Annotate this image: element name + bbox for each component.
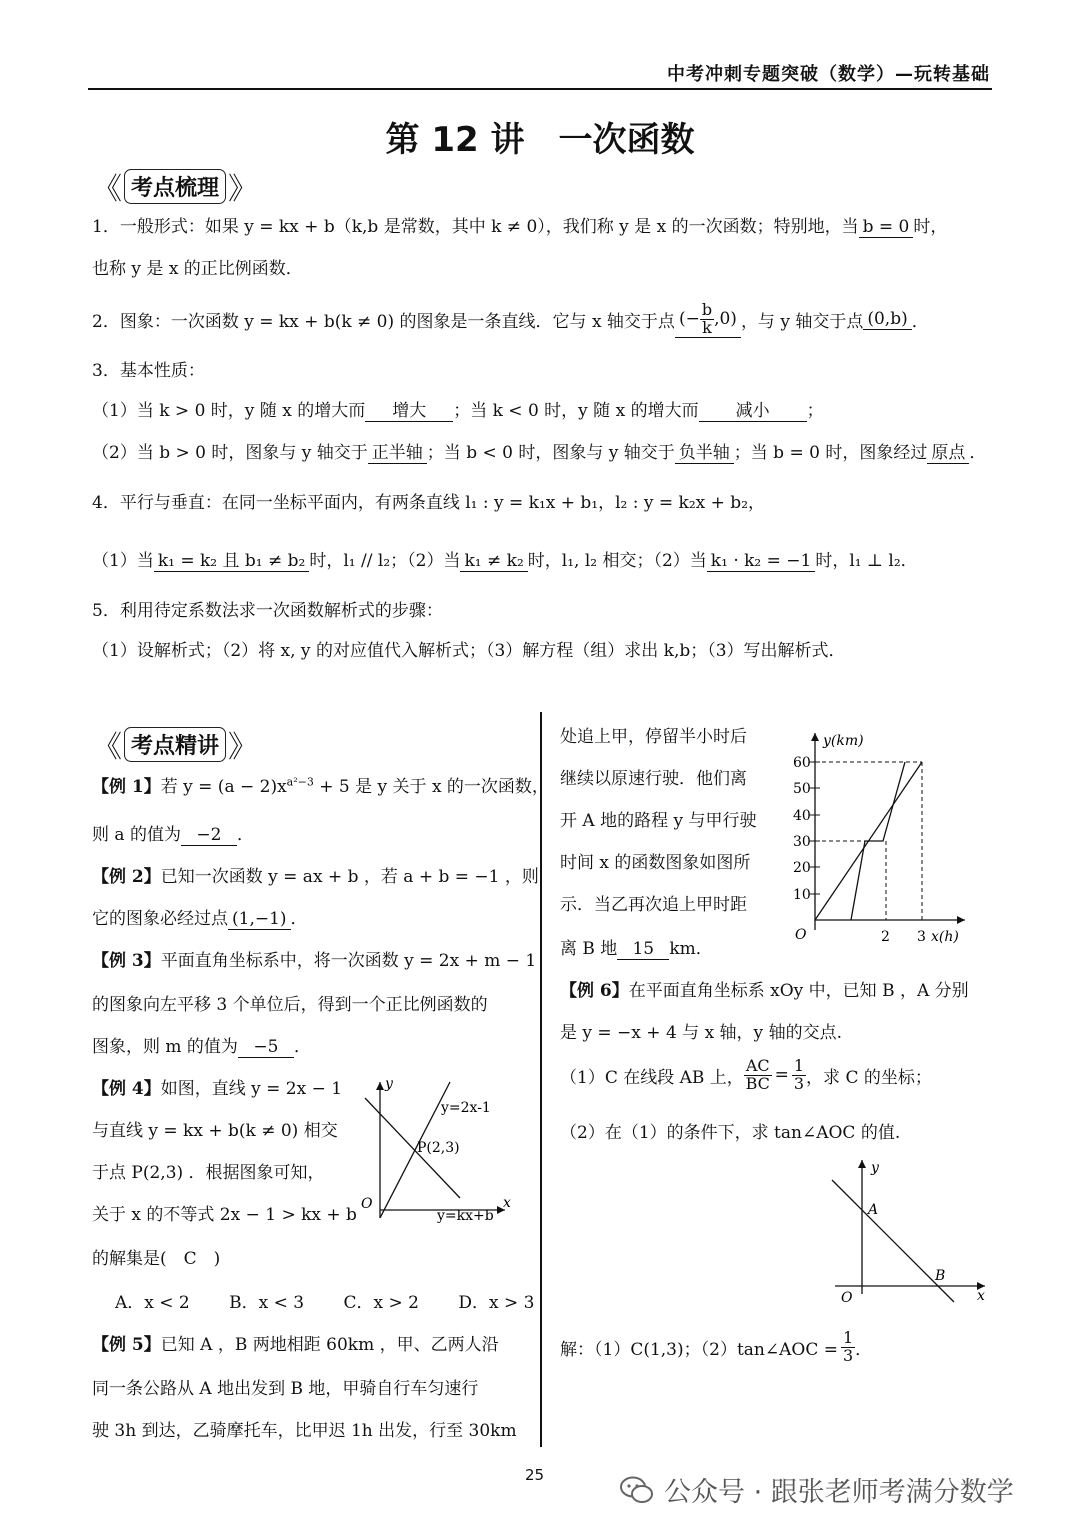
- point-a-label: A: [868, 1202, 879, 1218]
- example-5-line-2: 同一条公路从 A 地出发到 B 地，甲骑自行车匀速行: [92, 1379, 479, 1399]
- option-c: C．x > 2: [343, 1293, 419, 1313]
- wechat-icon: [620, 1475, 654, 1505]
- example-4-line-1: 【例 4】如图，直线 y = 2x − 1: [92, 1079, 343, 1099]
- point-5-title: 5．利用待定系数法求一次函数解析式的步骤：: [92, 601, 443, 621]
- example-5-line-5: 继续以原速行驶．他们离: [560, 769, 747, 789]
- y-axis-arrow: [858, 1160, 866, 1168]
- example-5-line-4: 处追上甲，停留半小时后: [560, 727, 747, 747]
- section-heading-examples: 《 考点精讲 》: [92, 722, 258, 766]
- x-tick-label-3: 3: [917, 929, 926, 945]
- point-3-2: （2）当 b > 0 时，图象与 y 轴交于 正半轴 ；当 b < 0 时，图象与 y 轴交于 负半轴 ；当 b = 0 时，图象经过 原点 ．: [92, 438, 986, 464]
- line-kx-b-label: y=kx+b: [437, 1208, 494, 1224]
- option-a: A．x < 2: [115, 1293, 190, 1313]
- lecture-title: 第 12 讲 一次函数: [385, 120, 695, 160]
- y-tick-label-30: 30: [793, 834, 811, 850]
- y-tick-label-50: 50: [793, 781, 811, 797]
- x-axis-label: x(h): [931, 929, 959, 945]
- example-4-line-3: 于点 P(2,3) ．根据图象可知，: [92, 1163, 325, 1183]
- y-axis-arrow: [811, 733, 819, 741]
- example-2-line-2: 它的图象必经过点 (1,−1) ．: [92, 909, 308, 929]
- y-axis-label: y(km): [823, 733, 864, 749]
- origin-label: O: [361, 1196, 373, 1212]
- example-3-line-1: 【例 3】平面直角坐标系中，将一次函数 y = 2x + m − 1: [92, 951, 537, 971]
- origin-label: O: [841, 1290, 853, 1306]
- point-2-x-intercept: (− $\frac{b}{k}$ ,0): [675, 302, 741, 338]
- watermark: 公众号 · 跟张老师考满分数学: [620, 1470, 1014, 1509]
- example-6-line-2: 是 y = −x + 4 与 x 轴，y 轴的交点.: [560, 1023, 842, 1043]
- example-5-line-7: 时间 x 的函数图象如图所: [560, 853, 751, 873]
- x-axis-arrow: [957, 916, 965, 924]
- page-number: 25: [525, 1466, 545, 1484]
- point-b-label: B: [935, 1268, 946, 1284]
- intersection-label: P(2,3): [417, 1140, 460, 1156]
- line-2x-1-label: y=2x-1: [441, 1100, 491, 1116]
- y-tick-label-20: 20: [793, 860, 811, 876]
- section-heading-review: 《 考点梳理 》: [92, 164, 258, 208]
- x-tick-label-2: 2: [881, 929, 890, 945]
- example-6-line-1: 【例 6】在平面直角坐标系 xOy 中，已知 B ，A 分别: [560, 981, 969, 1001]
- y-axis-label: y: [385, 1076, 393, 1092]
- example-6-part-2: （2）在（1）的条件下，求 tan∠AOC 的值.: [560, 1123, 901, 1143]
- example-6-part-1: （1）C 在线段 AB 上， $\frac{AC}{BC}$ = $\frac{1}{3}$ ，求 C 的坐标；: [560, 1056, 932, 1093]
- example-6-solution: 解：（1）C(1,3)；（2）tan∠AOC = $\frac{1}{3}$ ．: [560, 1328, 873, 1365]
- series-title: 中考冲刺专题突破（数学）—玩转基础: [667, 64, 990, 85]
- example-4-options: [115, 1288, 568, 1313]
- example-5-line-9: 离 B 地 15 km．: [560, 939, 713, 959]
- y-tick-label-40: 40: [793, 808, 811, 824]
- example-5-line-6: 开 A 地的路程 y 与甲行驶: [560, 811, 757, 831]
- example-4-line-2: 与直线 y = kx + b(k ≠ 0) 相交: [92, 1121, 338, 1141]
- example-2-line-1: 【例 2】已知一次函数 y = ax + b ，若 a + b = −1 ，则: [92, 867, 539, 887]
- example-5-graph: [785, 725, 975, 950]
- point-1-line-1: 1．一般形式：如果 y = kx + b（k,b 是常数，其中 k ≠ 0），我们称 y 是 x 的一次函数；特别地，当 b = 0 时，: [92, 217, 948, 237]
- example-1-line-2: 则 a 的值为 −2 ．: [92, 825, 254, 845]
- y-axis-label: y: [871, 1160, 879, 1176]
- example-6-graph: [820, 1152, 995, 1312]
- example-4-line-4: 关于 x 的不等式 2x − 1 > kx + b: [92, 1205, 357, 1225]
- example-4-line-5: 的解集是( C ): [92, 1249, 221, 1269]
- example-3-line-3: 图象，则 m 的值为 −5 ．: [92, 1037, 311, 1057]
- point-4-title: 4．平行与垂直：在同一坐标平面内，有两条直线 l₁ : y = k₁x + b₁，l₂ : y = k₂x + b₂，: [92, 493, 766, 513]
- point-4-conditions: （1）当 k₁ = k₂ 且 b₁ ≠ b₂ 时，l₁ // l₂；（2）当 k₁ ≠ k₂ 时，l₁, l₂ 相交；（2）当 k₁ · k₂ = −1 时，l₁ ⊥ l₂．: [92, 546, 918, 572]
- point-2: 2．图象：一次函数 y = kx + b(k ≠ 0) 的图象是一条直线．它与 x 轴交于点 (− $\frac{b}{k}$ ,0) ，与 y 轴交于点 (0,b) ．: [92, 300, 929, 337]
- example-5-line-1: 【例 5】已知 A ，B 两地相距 60km ，甲、乙两人沿: [92, 1335, 499, 1355]
- point-3-title: 3．基本性质：: [92, 361, 205, 381]
- x-axis-label: x: [977, 1288, 985, 1304]
- option-d: D．x > 3: [458, 1293, 535, 1313]
- example-5-line-8: 示．当乙再次追上甲时距: [560, 895, 747, 915]
- y-axis-arrow: [376, 1082, 384, 1090]
- example-1-line-1: 【例 1】若 $y = (a - 2)x^{a^2-3} + 5$ 是 y 关于 x 的一次函数，: [92, 775, 549, 797]
- column-divider: [540, 712, 542, 1447]
- example-5-line-3: 驶 3h 到达，乙骑摩托车，比甲迟 1h 出发，行至 30km: [92, 1421, 517, 1441]
- point-1-line-2: 也称 y 是 x 的正比例函数．: [92, 259, 303, 279]
- point-3-1: （1）当 k > 0 时，y 随 x 的增大而 增大 ；当 k < 0 时，y 随 x 的增大而 减小 ；: [92, 396, 824, 422]
- example-3-line-2: 的图象向左平移 3 个单位后，得到一个正比例函数的: [92, 995, 488, 1015]
- option-b: B．x < 3: [229, 1293, 305, 1313]
- x-axis-label: x: [503, 1195, 511, 1211]
- y-tick-label-60: 60: [793, 755, 811, 771]
- y-tick-label-10: 10: [793, 887, 811, 903]
- example-4-graph: [345, 1070, 525, 1230]
- point-5-steps: （1）设解析式；（2）将 x, y 的对应值代入解析式；（3）解方程（组）求出 k,b；（3）写出解析式．: [92, 641, 846, 661]
- header-rule: [88, 88, 992, 90]
- origin-label: O: [795, 927, 807, 943]
